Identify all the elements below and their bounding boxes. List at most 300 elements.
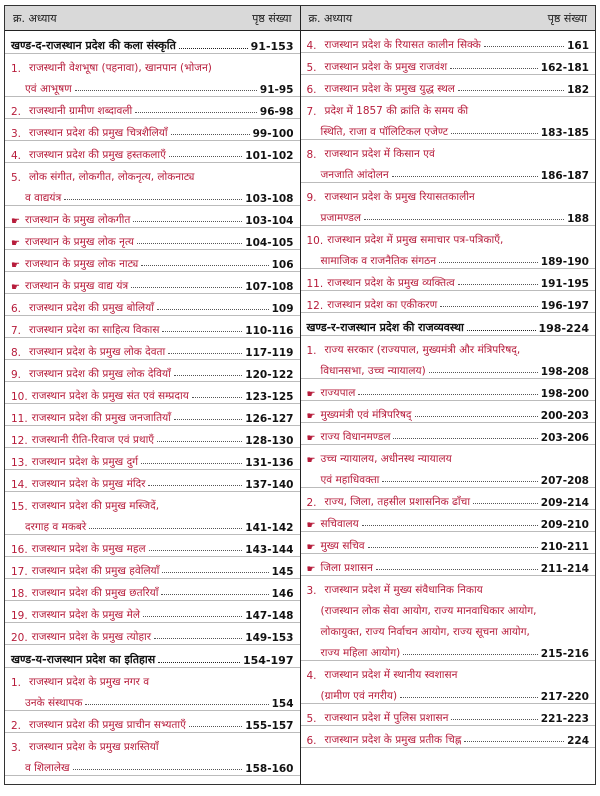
toc-entry-number: 16. [11,544,28,556]
toc-entry [5,250,300,272]
toc-entry-number: 11. [11,413,28,425]
toc-entry-page: 203-206 [540,432,589,444]
toc-entry-page: 123-125 [245,391,294,403]
toc-entry-title: राजस्थान प्रदेश की प्रमुख छतरियाँ [31,587,159,599]
dot-leader [85,704,268,705]
toc-entry [5,535,300,557]
toc-entry-line [301,618,596,639]
toc-entry-line [301,423,596,444]
toc-entry-title: राज्य विधानमण्डल [320,431,391,443]
toc-entry-page: 217-220 [540,691,589,703]
toc-entry-page: 200-203 [540,410,589,422]
toc-entry-line [5,470,300,491]
toc-entry-line [5,623,300,644]
toc-entry-line [301,97,596,118]
toc-entry [5,294,300,316]
dot-leader [358,394,537,395]
toc-entry-line [5,601,300,622]
toc-entry-page: 161 [567,40,589,52]
toc-entry-title: राजस्थान के प्रमुख लोक नाट्य [24,258,139,270]
dot-leader [458,90,564,91]
dot-leader [168,353,242,354]
dot-leader [64,199,242,200]
dot-leader [364,219,564,220]
toc-entry-page: 145 [271,566,294,578]
toc-entry-title: जिला प्रशासन [320,562,373,574]
toc-entry-title: प्रदेश में 1857 की क्रांति के समय की [324,105,469,117]
toc-entry-line [5,557,300,578]
toc-entry [5,119,300,141]
toc-entry-title: राजस्थान प्रदेश का एकीकरण [327,299,438,311]
dot-leader [157,441,242,442]
dot-leader [174,419,242,420]
toc-entry-title: राजस्थान प्रदेश में किसान एवं [324,148,435,160]
toc-entry-number: 15. [11,501,28,513]
toc-entry-title: व शिलालेख [25,762,70,774]
toc-entry-title: प्रजामण्डल [320,212,361,224]
toc-page [4,5,596,785]
pointing-hand-icon: ☛ [306,389,316,400]
toc-entry-title: राजस्थान प्रदेश के प्रमुख त्योहार [31,631,152,643]
toc-entry-page: 155-157 [245,720,294,732]
dot-leader [464,741,564,742]
header-page-label: पृष्ठ संख्या [252,11,292,25]
section-heading [5,31,300,54]
dot-leader [415,416,538,417]
toc-entry-number: 17. [11,566,28,578]
toc-entry-line [301,269,596,290]
toc-entry [5,623,300,645]
toc-entry-page: 221-223 [540,713,589,725]
toc-entry-line [5,360,300,381]
toc-entry-page: 147-148 [245,610,294,622]
toc-entry [301,445,596,488]
toc-entry-number: 4. [11,150,22,162]
dot-leader [75,90,257,91]
toc-entry-line [5,492,300,513]
toc-entry-line [301,488,596,509]
dot-leader [451,719,537,720]
toc-entry-number: 19. [11,610,28,622]
toc-entry-title: राज्यपाल [320,387,356,399]
header-chapter-label: क्र. अध्याय [308,11,353,25]
toc-entry-line [301,291,596,312]
toc-entry-title: राजस्थान प्रदेश के प्रमुख प्रतीक चिह्न [324,734,462,746]
toc-entry-number: 2. [306,497,317,509]
dot-leader [451,133,538,134]
toc-entry-title: राजस्थान प्रदेश की प्रमुख चित्रशैलियाँ [29,127,168,139]
toc-entry-page: 101-102 [245,150,294,162]
toc-entry-title: राजस्थान प्रदेश में पुलिस प्रशासन [324,712,449,724]
toc-entry [301,661,596,704]
toc-entry-title: लोकायुक्त, राज्य निर्वाचन आयोग, राज्य सूचना आयोग, [320,626,530,638]
toc-entry [301,226,596,269]
toc-right-column [301,6,596,784]
toc-entry [301,704,596,726]
toc-entry-title: राजस्थानी वेशभूषा (पहनावा), खानपान (भोजन) [29,62,212,74]
toc-entry-title: राजस्थानी ग्रामीण शब्दावली [29,105,133,117]
toc-entry-line [301,75,596,96]
toc-entry-line [301,140,596,161]
toc-entry-page: 146 [271,588,294,600]
dot-leader [158,662,240,663]
toc-entry-page: 188 [567,213,589,225]
toc-entry [5,448,300,470]
toc-entry-title: राजस्थान प्रदेश में प्रमुख समाचार पत्र-पत्रिकाएँ, [327,234,504,246]
toc-entry-line [5,338,300,359]
toc-entry [5,668,300,711]
toc-entry-number: 3. [11,742,22,754]
toc-entry-title: राजस्थान के प्रमुख वाद्य यंत्र [24,280,129,292]
toc-entry-number: 18. [11,588,28,600]
toc-entry-number: 10. [306,235,324,247]
dot-leader [143,616,242,617]
toc-entry-page: 189-190 [540,256,589,268]
toc-entry-line [5,668,300,689]
toc-entry-title: एवं आभूषण [25,83,72,95]
section-title: खण्ड-द-राजस्थान प्रदेश की कला संस्कृति [11,39,176,52]
toc-entry-number: 4. [306,40,317,52]
column-header [5,6,300,31]
toc-entry-page: 117-119 [245,347,294,359]
toc-entry-page: 141-142 [245,522,294,534]
toc-entry [301,53,596,75]
toc-entry-line [301,336,596,357]
section-title: खण्ड-य-राजस्थान प्रदेश का इतिहास [11,653,156,666]
toc-entry-line [301,466,596,487]
toc-entry-line [301,726,596,747]
toc-entry-number: 12. [306,300,324,312]
toc-entry-title: राजस्थान प्रदेश की प्रमुख बोलियाँ [29,302,154,314]
toc-entry-number: 2. [11,720,22,732]
toc-entry-line [301,118,596,139]
toc-entry-line [5,754,300,775]
toc-entry-line [301,247,596,268]
toc-entry [5,492,300,535]
toc-entry-line [301,597,596,618]
toc-entry-line [5,711,300,732]
toc-entry-title: विधानसभा, उच्च न्यायालय) [320,365,426,377]
toc-entry-line [5,228,300,249]
dot-leader [439,262,538,263]
toc-entry-page: 120-122 [245,369,294,381]
toc-entry-line [5,97,300,118]
dot-leader [473,503,538,504]
dot-leader [161,594,268,595]
pointing-hand-icon: ☛ [306,520,316,531]
toc-entry-number: 3. [306,585,317,597]
toc-entry [301,423,596,445]
toc-entry [5,404,300,426]
toc-entry-title: राजस्थान प्रदेश की प्रमुख जनजातियाँ [31,412,171,424]
toc-entry-title: राजस्थान प्रदेश के प्रमुख रियासतकालीन [324,191,475,203]
toc-entry-title: राजस्थान प्रदेश के प्रमुख मेले [31,609,140,621]
toc-entry-title: राजस्थान प्रदेश के प्रमुख संत एवं सम्प्रदाय [31,390,189,402]
toc-entry-title: राजस्थान प्रदेश के प्रमुख युद्ध स्थल [324,83,455,95]
toc-entry-page: 149-153 [245,632,294,644]
toc-entry [5,733,300,776]
toc-entry-title: राज्य सरकार (राज्यपाल, मुख्यमंत्री और मंत्रिपरिषद्, [324,344,521,356]
dot-leader [400,697,538,698]
toc-entry-title: एवं महाधिवक्ता [320,474,380,486]
toc-entry [301,97,596,140]
toc-entry-title: (ग्रामीण एवं नगरीय) [320,690,398,702]
dot-leader [154,638,242,639]
toc-entry [301,379,596,401]
dot-leader [169,156,242,157]
toc-entry-number: 1. [306,345,317,357]
pointing-hand-icon: ☛ [11,282,20,293]
dot-leader [458,284,538,285]
toc-entry-title: राजस्थान प्रदेश में स्थानीय स्वशासन [324,669,458,681]
toc-entry-title: राजस्थान प्रदेश का साहित्य विकास [29,324,160,336]
toc-entry-title: राज्य महिला आयोग) [320,647,401,659]
section-heading [5,645,300,668]
dot-leader [149,550,243,551]
dot-leader [368,547,538,548]
pointing-hand-icon: ☛ [306,564,316,575]
toc-entry-title: राजस्थान प्रदेश के प्रमुख महल [31,543,146,555]
toc-entry [301,554,596,576]
toc-entry-line [5,733,300,754]
toc-entry-number: 4. [306,670,317,682]
toc-entry-title: राजस्थान प्रदेश के रियासत कालीन सिक्के [324,39,481,51]
toc-entry [301,576,596,661]
toc-entry [301,510,596,532]
pointing-hand-icon: ☛ [306,433,316,444]
toc-entry-line [5,294,300,315]
dot-leader [382,481,537,482]
toc-entry-line [5,272,300,293]
pointing-hand-icon: ☛ [306,411,316,422]
toc-entry-page: 109 [271,303,294,315]
toc-entry [5,54,300,97]
toc-entry-title: मुख्यमंत्री एवं मंत्रिपरिषद् [320,409,412,421]
toc-entry-title: राज्य, जिला, तहसील प्रशासनिक ढाँचा [324,496,471,508]
toc-entry-line [5,689,300,710]
toc-entry-page: 191-195 [540,278,589,290]
toc-entry-title: राजस्थान के प्रमुख लोक नृत्य [24,236,135,248]
dot-leader [440,306,538,307]
dot-leader [192,397,243,398]
toc-entry-line [5,382,300,403]
toc-entry-title: राजस्थान प्रदेश की प्रमुख मस्जिदें, [31,500,160,512]
toc-entry-line [5,535,300,556]
toc-entry-page: 103-104 [245,215,294,227]
toc-entry [5,711,300,733]
toc-entry [301,31,596,53]
toc-entry-title: सचिवालय [320,518,359,530]
toc-entry-line [301,554,596,575]
toc-entry-title: जनजाति आंदोलन [320,169,389,181]
toc-entry [5,316,300,338]
toc-entry-title: (राजस्थान लोक सेवा आयोग, राज्य मानवाधिकार आयोग, [320,605,537,617]
toc-entry-line [301,183,596,204]
toc-entry-page: 106 [271,259,294,271]
dot-leader [73,769,243,770]
dot-leader [429,372,538,373]
toc-entry-page: 126-127 [245,413,294,425]
toc-entry-number: 8. [11,347,22,359]
toc-entry-number: 3. [11,128,22,140]
toc-entry-line [301,226,596,247]
toc-entry [5,163,300,206]
toc-entry-number: 6. [306,735,317,747]
toc-entry-line [301,576,596,597]
toc-entry [301,269,596,291]
toc-entry [301,336,596,379]
toc-entry-page: 128-130 [245,435,294,447]
toc-entry [301,488,596,510]
toc-entry-line [301,379,596,400]
toc-entry-page: 186-187 [540,170,589,182]
toc-entry-number: 9. [11,369,22,381]
dot-leader [89,528,242,529]
toc-entry-title: राजस्थान प्रदेश के प्रमुख लोक देवता [29,346,166,358]
dot-leader [131,287,242,288]
dot-leader [467,330,536,331]
toc-list [301,336,596,748]
dot-leader [450,68,538,69]
toc-entry-number: 2. [11,106,22,118]
toc-entry-number: 8. [306,149,317,161]
toc-entry [5,426,300,448]
toc-entry-page: 209-210 [540,519,589,531]
dot-leader [135,112,257,113]
toc-entry-number: 1. [11,63,22,75]
toc-entry [301,140,596,183]
toc-entry-number: 20. [11,632,28,644]
dot-leader [162,572,268,573]
toc-entry [5,382,300,404]
section-pages: 198-224 [538,322,589,335]
dot-leader [403,654,538,655]
toc-list [301,31,596,313]
toc-entry-page: 196-197 [540,300,589,312]
toc-entry-line [5,316,300,337]
toc-entry-title: उच्च न्यायालय, अधीनस्थ न्यायालय [320,453,452,465]
toc-entry-line [5,404,300,425]
toc-entry-title: सामाजिक व राजनैतिक संगठन [320,255,437,267]
toc-entry [5,97,300,119]
toc-entry-line [5,184,300,205]
toc-entry-page: 137-140 [245,479,294,491]
toc-entry-title: राजस्थान प्रदेश की प्रमुख लोक देवियाँ [29,368,171,380]
toc-entry [301,291,596,313]
toc-entry-line [301,682,596,703]
toc-entry-line [301,661,596,682]
toc-entry-page: 103-108 [245,193,294,205]
toc-entry [301,726,596,748]
toc-entry-title: स्थिति, राजा व पॉलिटिकल एजेण्ट [320,126,449,138]
toc-entry-number: 12. [11,435,28,447]
toc-entry-number: 6. [11,303,22,315]
toc-entry-number: 11. [306,278,324,290]
toc-entry-page: 207-208 [540,475,589,487]
toc-entry [301,401,596,423]
toc-entry-number: 10. [11,391,28,403]
toc-entry-line [301,510,596,531]
dot-leader [171,134,250,135]
toc-entry-line [5,54,300,75]
toc-entry-number: 5. [306,713,317,725]
toc-entry-page: 104-105 [245,237,294,249]
toc-entry [5,579,300,601]
toc-entry-line [5,163,300,184]
dot-leader [148,485,242,486]
dot-leader [189,726,242,727]
toc-entry-title: राजस्थान प्रदेश के प्रमुख नगर व [29,676,150,688]
toc-entry-line [301,204,596,225]
toc-entry-title: दरगाह व मकबरे [25,521,87,533]
toc-entry-line [5,448,300,469]
toc-entry [5,228,300,250]
toc-entry-title: राजस्थान प्रदेश के प्रमुख दुर्ग [31,456,139,468]
toc-entry-number: 7. [306,106,317,118]
toc-left-column [5,6,301,784]
pointing-hand-icon: ☛ [306,455,316,466]
toc-entry-title: उनके संस्थापक [25,697,83,709]
pointing-hand-icon: ☛ [11,260,20,271]
toc-entry-page: 224 [567,735,589,747]
toc-entry-page: 143-144 [245,544,294,556]
toc-entry-title: राजस्थान प्रदेश के प्रमुख प्रशस्तियाँ [29,741,159,753]
header-chapter-label: क्र. अध्याय [13,11,57,25]
toc-entry-page: 198-200 [540,388,589,400]
toc-entry-page: 198-208 [540,366,589,378]
section-pages: 91-153 [250,40,294,53]
toc-entry-line [5,426,300,447]
toc-entry-title: राजस्थान प्रदेश के प्रमुख व्यक्तित्व [327,277,455,289]
toc-entry-title: लोक संगीत, लोकगीत, लोकनृत्य, लोकनाट्य [29,171,195,183]
toc-entry-title: मुख्य सचिव [320,540,365,552]
toc-entry-page: 154 [271,698,294,710]
toc-entry-number: 9. [306,192,317,204]
toc-entry-number: 7. [11,325,22,337]
toc-entry-line [301,445,596,466]
toc-entry-number: 13. [11,457,28,469]
toc-entry-page: 183-185 [540,127,589,139]
pointing-hand-icon: ☛ [11,238,20,249]
toc-entry-title: राजस्थानी रीति-रिवाज एवं प्रथाएँ [31,434,155,446]
toc-entry-title: राजस्थान के प्रमुख लोकगीत [24,214,131,226]
toc-entry-number: 1. [11,677,22,689]
toc-entry-number: 6. [306,84,317,96]
dot-leader [141,265,268,266]
toc-entry-page: 96-98 [259,106,294,118]
header-page-label: पृष्ठ संख्या [547,11,587,25]
toc-entry-line [301,532,596,553]
toc-entry-line [301,161,596,182]
toc-entry-title: राजस्थान प्रदेश की प्रमुख हवेलियाँ [31,565,160,577]
toc-entry-line [5,119,300,140]
toc-entry-title: राजस्थान प्रदेश के प्रमुख राजवंश [324,61,448,73]
toc-entry-line [301,639,596,660]
toc-entry-line [301,704,596,725]
toc-entry [301,532,596,554]
toc-entry-number: 5. [306,62,317,74]
toc-entry-title: राजस्थान प्रदेश की प्रमुख हस्तकलाएँ [29,149,166,161]
toc-entry-page: 182 [567,84,589,96]
toc-entry-line [301,401,596,422]
dot-leader [392,176,538,177]
dot-leader [137,243,242,244]
dot-leader [133,221,242,222]
toc-entry [5,338,300,360]
dot-leader [141,463,242,464]
dot-leader [393,438,537,439]
toc-entry [301,183,596,226]
